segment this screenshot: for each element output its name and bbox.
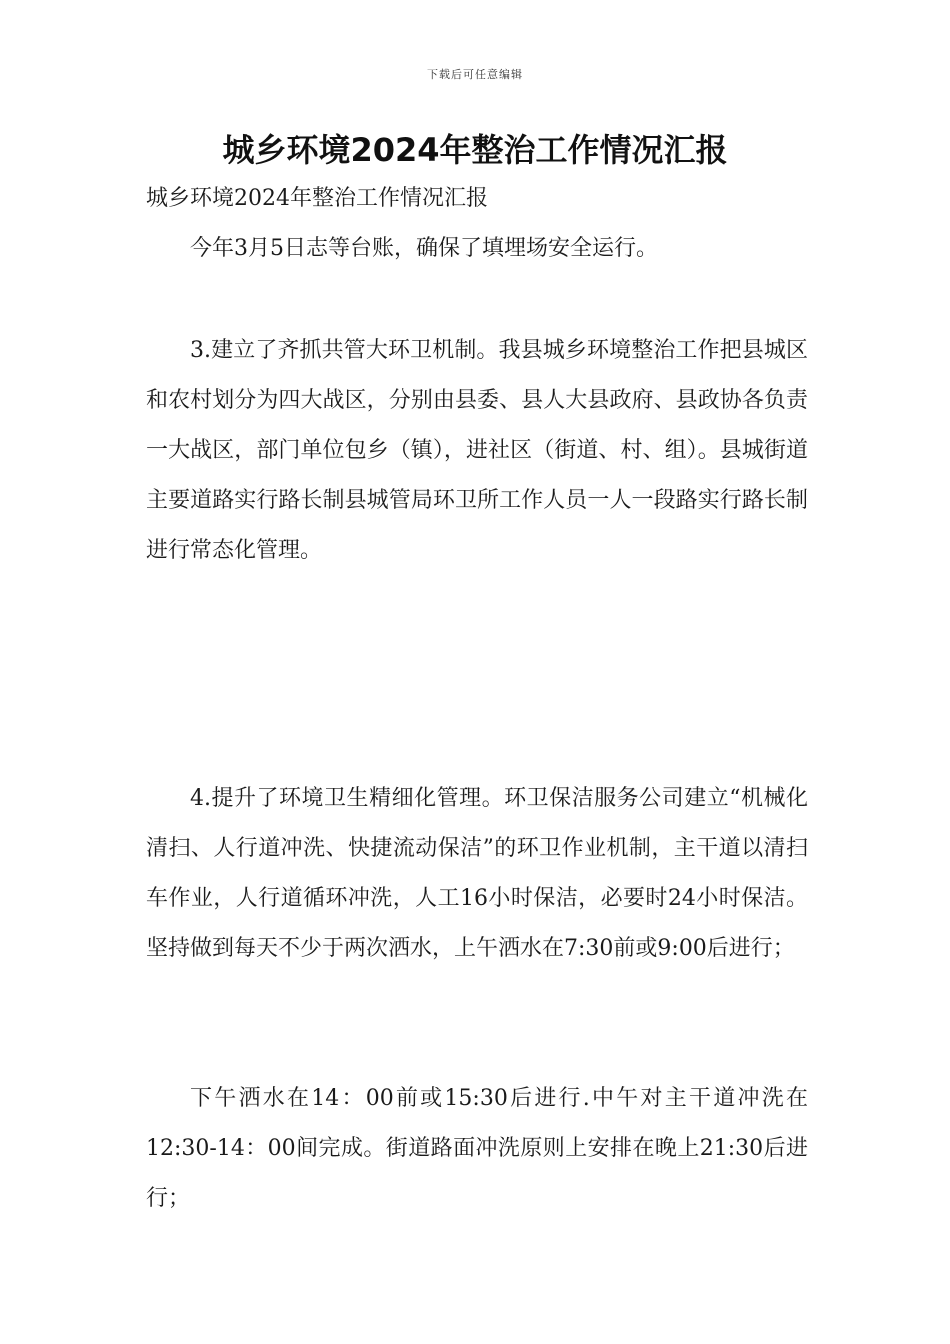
paragraph-landfill: 今年3月5日志等台账，确保了填埋场安全运行。 <box>190 236 658 261</box>
document-title: 城乡环境2024年整治工作情况汇报 <box>222 131 728 169</box>
paragraph-washing-schedule: 下午洒水在14：00前或15:30后进行.中午对主干道冲洗在12:30-14：00间完成。街道路面冲洗原则上安排在晚上21:30后进行； <box>146 1086 808 1211</box>
paragraph-fine-management: 4.提升了环境卫生精细化管理。环卫保洁服务公司建立“机械化清扫、人行道冲洗、快捷流动保洁”的环卫作业机制，主干道以清扫车作业，人行道循环冲洗，人工16小时保洁，必要时24小时保洁。坚持做到每天不少于两次洒水，上午洒水在7:30前或9:00后进行； <box>146 786 808 961</box>
paragraph-sanitation-mechanism: 3.建立了齐抓共管大环卫机制。我县城乡环境整治工作把县城区和农村划分为四大战区，分别由县委、县人大县政府、县政协各负责一大战区，部门单位包乡（镇），进社区（街道、村、组）。县城街道主要道路实行路长制县城管局环卫所工作人员一人一段路实行路长制进行常态化管理。 <box>146 338 808 563</box>
header-note: 下载后可任意编辑 <box>427 68 523 81</box>
document-subtitle: 城乡环境2024年整治工作情况汇报 <box>146 186 488 211</box>
